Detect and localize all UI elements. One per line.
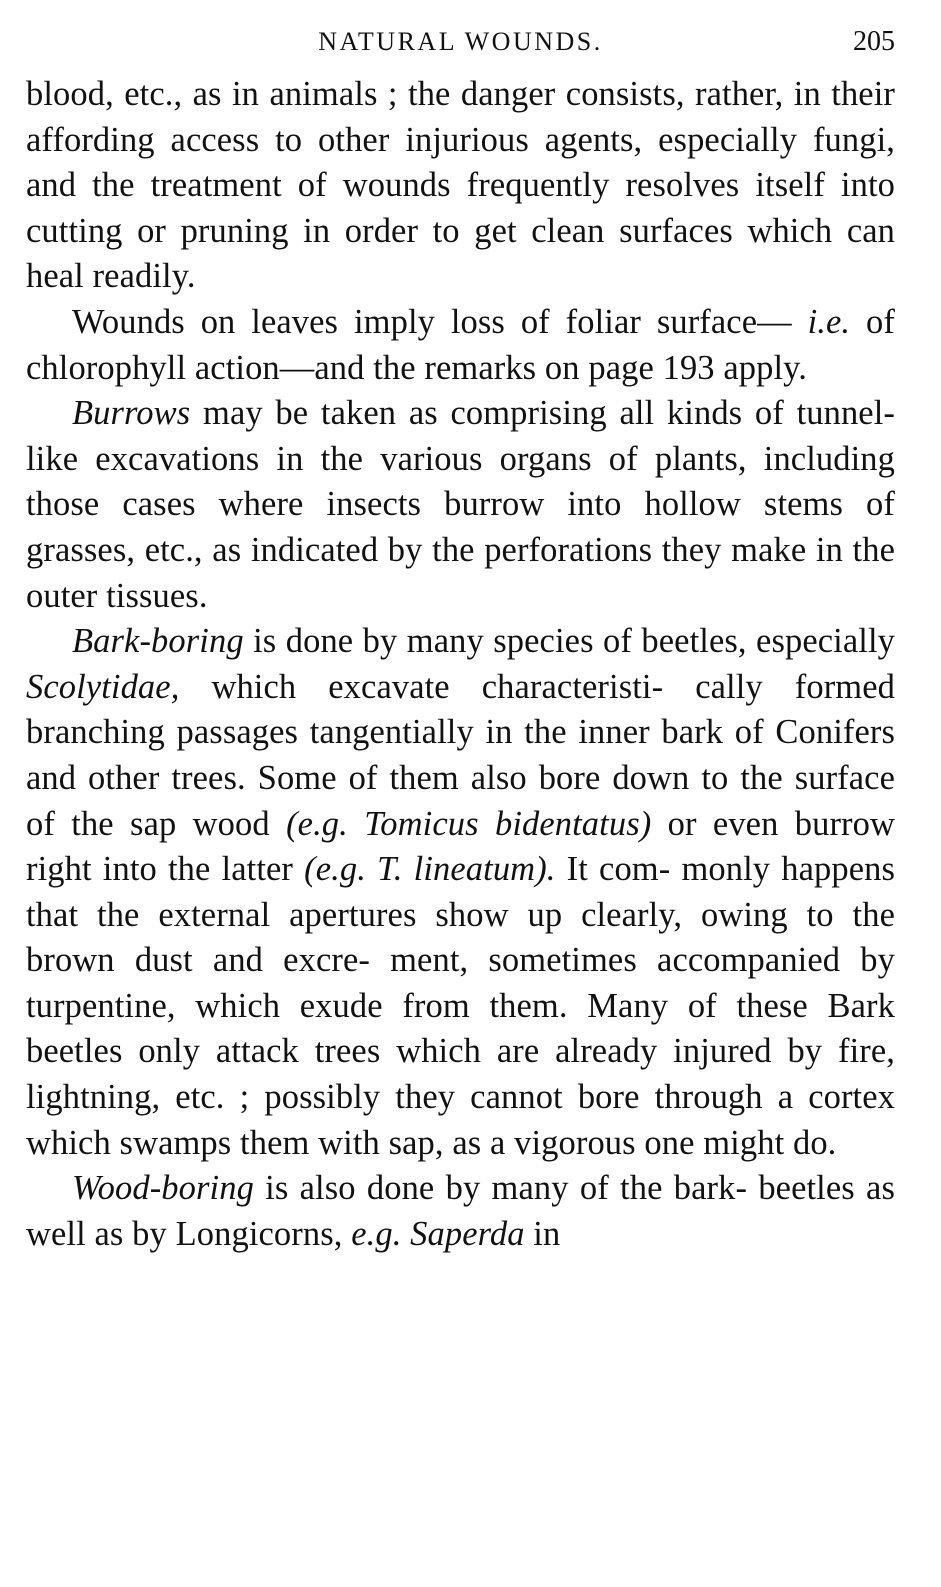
paragraph-continuation bbox=[26, 72, 895, 300]
italic-run: i.e. bbox=[807, 302, 851, 341]
text-run: in bbox=[524, 1214, 561, 1253]
italic-run: Burrows bbox=[72, 394, 191, 433]
text-run: blood, etc., as in animals ; the danger consists, rather, in their affording access to other injurious agents, especially fungi, and the treatment of wounds frequently resolves itself into cutting or pruning in order to get clean surfaces which can heal readily. bbox=[26, 75, 895, 296]
text-run: or even burrow right into the latter bbox=[26, 804, 896, 889]
italic-run: e.g. Saperda bbox=[351, 1214, 525, 1253]
paragraph-wood-boring bbox=[26, 1166, 895, 1257]
italic-run: Bark-boring bbox=[72, 622, 244, 661]
text-run: It com- monly happens that the external apertures show up clearly, owing to the brown dust and excre- ment, sometimes accompanied by turpentine, which exude from them. Many of these Bark beetles only attack trees which are already injured by fire, lightning, etc. ; possibly they cannot bore through a cortex which swamps them with sap, as a vigorous one might do. bbox=[26, 850, 895, 1162]
running-head: NATURAL WOUNDS. bbox=[318, 27, 603, 56]
body-text bbox=[26, 72, 895, 1257]
page-header bbox=[26, 22, 895, 72]
italic-run: Wood-boring bbox=[72, 1169, 254, 1208]
page-number: 205 bbox=[853, 26, 895, 57]
text-run: is also done by many of the bark- beetles as well as by Longicorns, bbox=[26, 1169, 895, 1253]
italic-run: (e.g. Tomicus bidentatus) bbox=[286, 804, 652, 843]
italic-run: (e.g. T. lineatum). bbox=[304, 850, 556, 889]
text-run: is done by many species of beetles, especially bbox=[243, 622, 895, 661]
paragraph-wounds-on-leaves bbox=[26, 300, 895, 391]
paragraph-bark-boring bbox=[26, 619, 895, 1166]
italic-run: Scolytidae, bbox=[26, 667, 180, 706]
paragraph-burrows bbox=[26, 391, 895, 619]
text-run: Wounds on leaves imply loss of foliar surface— bbox=[72, 302, 808, 341]
text-run: which excavate characteristi- cally formed branching passages tangentially in the inner bark of Conifers and other trees. Some of them also bore down to the surface of the sap wood bbox=[26, 667, 895, 843]
text-run: of chlorophyll action—and the remarks on page 193 apply. bbox=[26, 302, 895, 387]
text-run: may be taken as comprising all kinds of tunnel-like excavations in the various organs of plants, including those cases where insects burrow into hollow stems of grasses, etc., as indicated by the perforations they make in the outer tissues. bbox=[26, 394, 895, 615]
